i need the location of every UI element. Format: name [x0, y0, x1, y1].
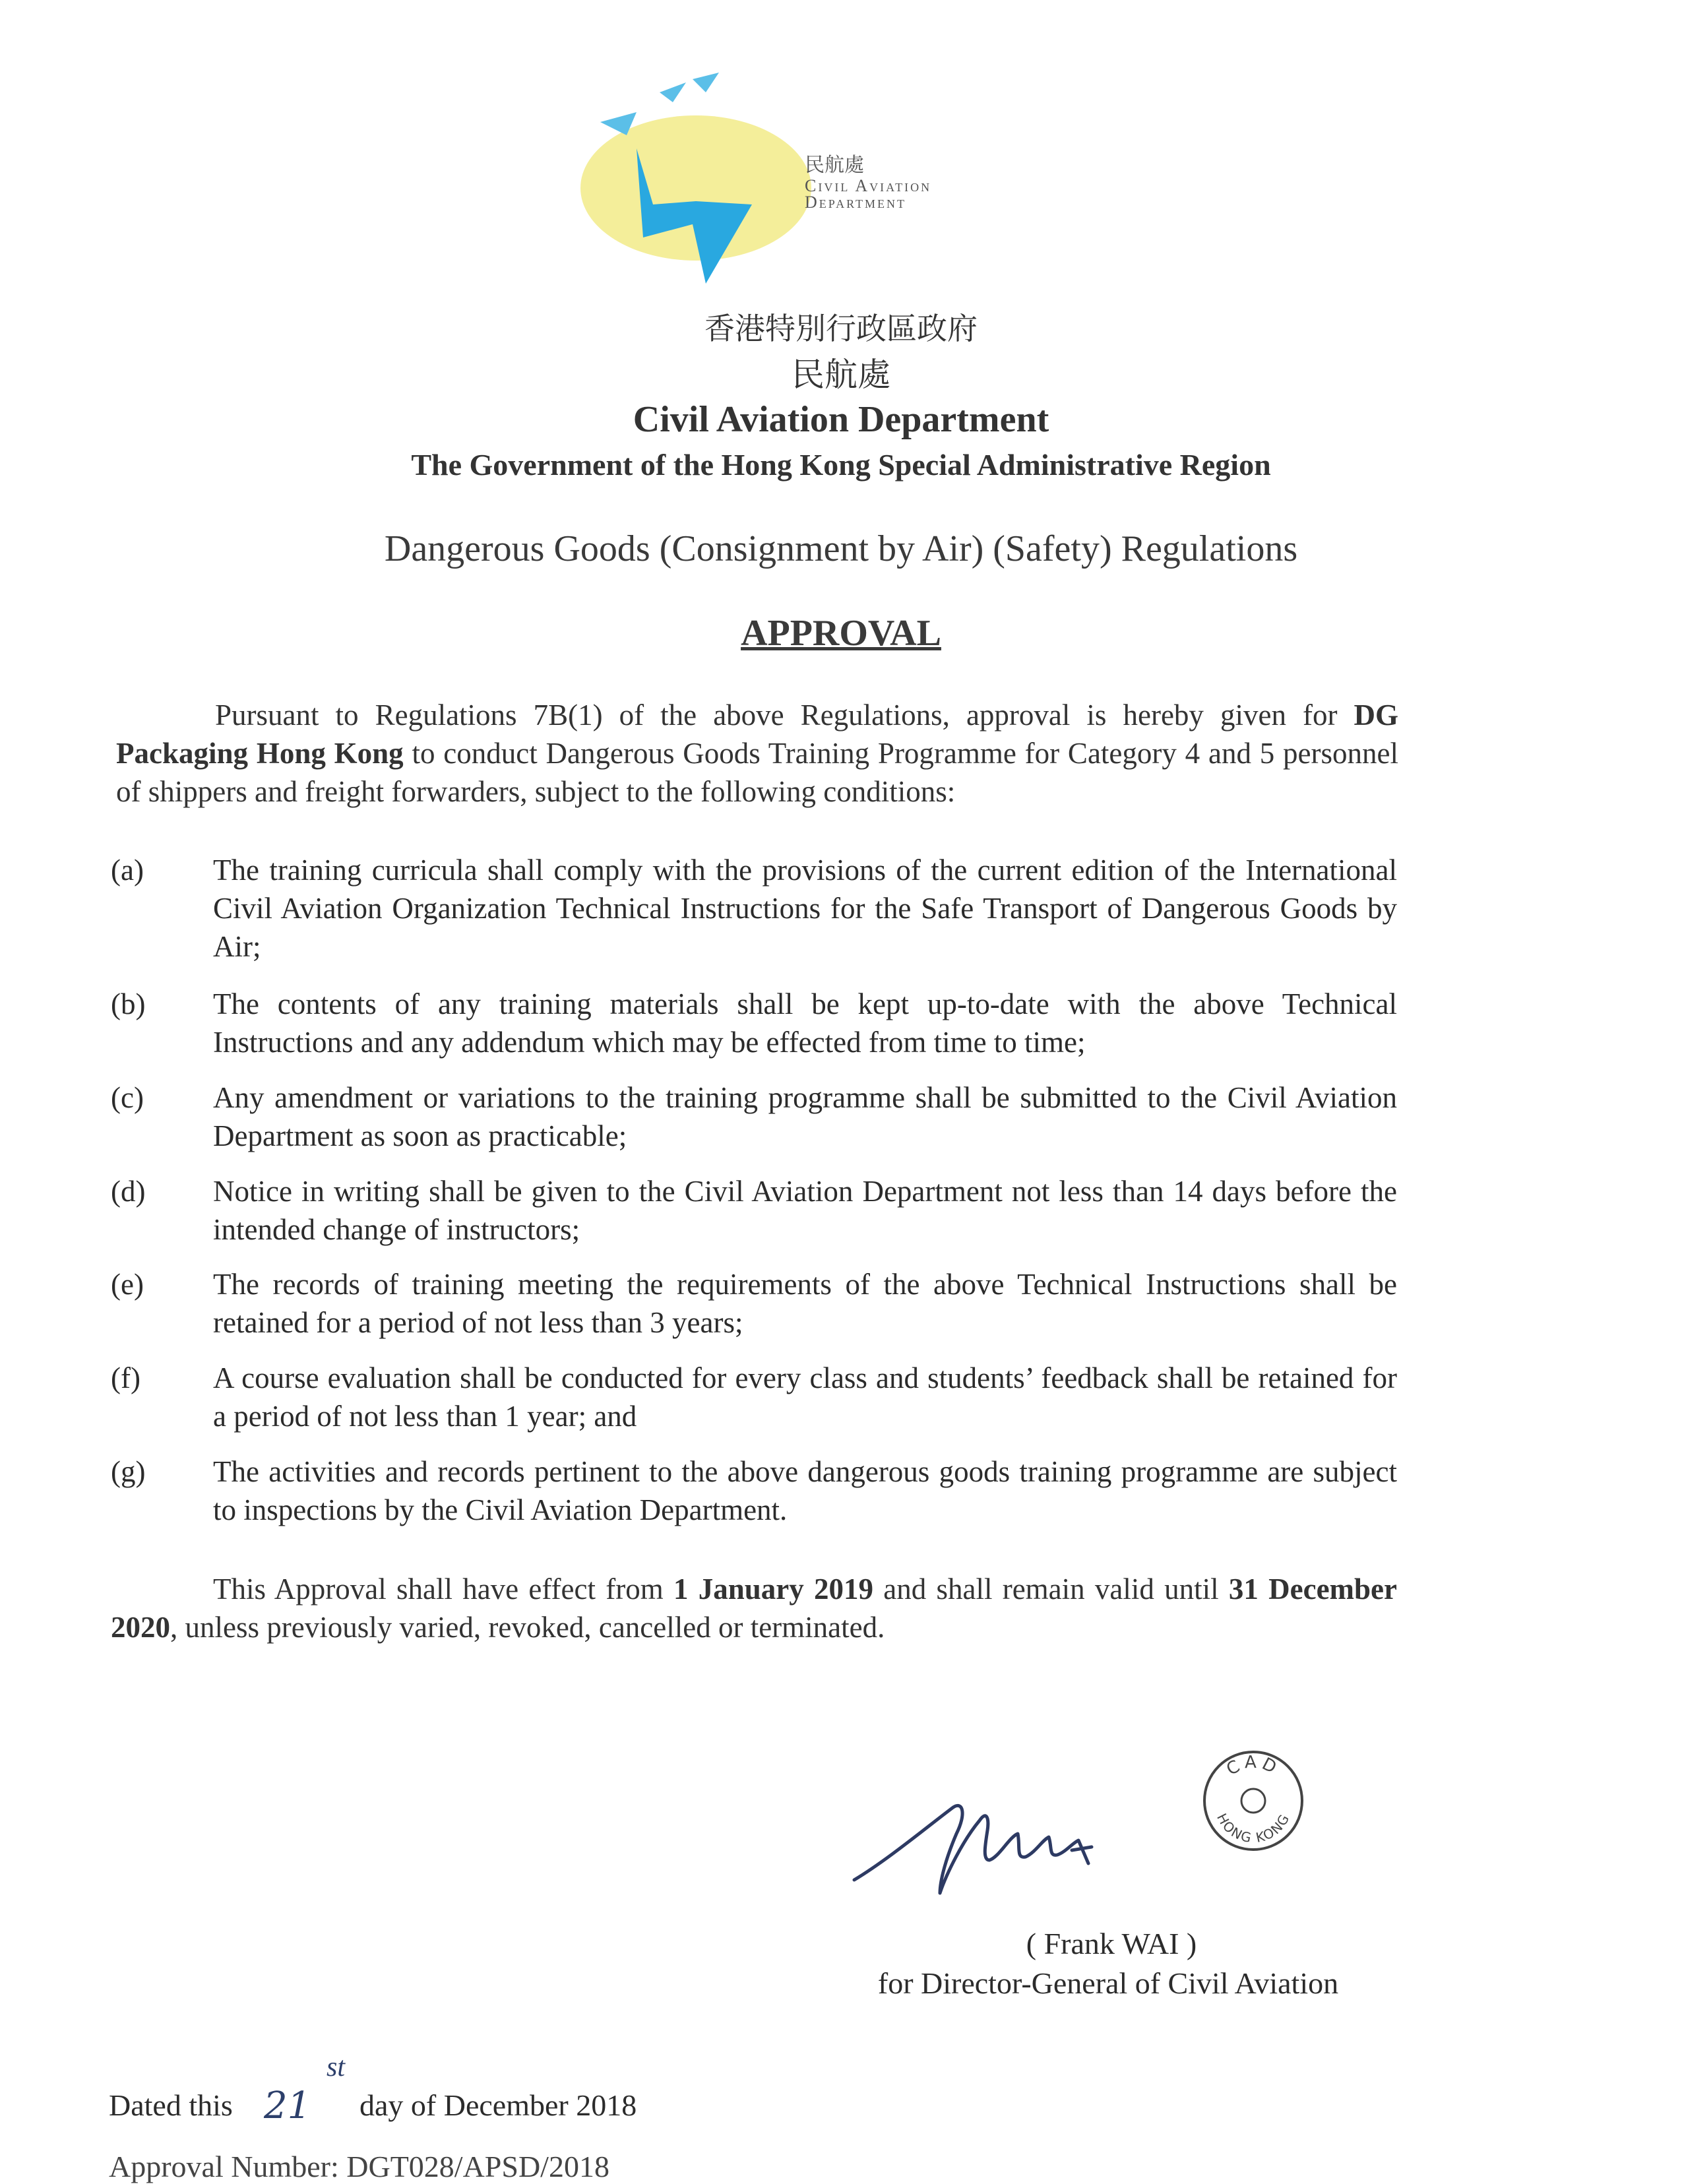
intro-text-1: Pursuant to Regulations 7B(1) of the above Regulations, approval is hereby given for [215, 699, 1354, 732]
dated-suffix: day of December 2018 [359, 2088, 637, 2122]
government-name-en: The Government of the Hong Kong Special Administrative Region [411, 448, 1271, 482]
approval-number-partial: Approval Number: DGT028/APSD/2018 [109, 2150, 609, 2183]
condition-label: (f) [111, 1361, 140, 1394]
condition-label: (g) [111, 1455, 146, 1488]
department-name-en: Civil Aviation Department [633, 399, 1049, 440]
condition-text: The training curricula shall comply with the provisions of the current edition of the International Civil Aviation Organization Technical Instructions for the Safe Transport of Dangerous Goods by Air; [213, 854, 1397, 963]
cad-hong-kong-seal [1200, 1748, 1306, 1854]
effect-paragraph [111, 1570, 1397, 1646]
condition-text: The records of training meeting the requirements of the above Technical Instructions shall be retained for a period of not less than 3 years; [213, 1268, 1397, 1339]
condition-text: A course evaluation shall be conducted for every class and students’ feedback shall be retained for a period of not less than 1 year; and [213, 1361, 1397, 1433]
effect-text-3: , unless previously varied, revoked, cancelled or terminated. [170, 1611, 885, 1644]
department-name-zh: 民航處 [792, 356, 890, 394]
condition-label: (e) [111, 1268, 144, 1301]
condition-text: The activities and records pertinent to the above dangerous goods training programme are subject to inspections by the Civil Aviation Department. [213, 1455, 1397, 1526]
seal-bottom-text: HONG KONG [1214, 1811, 1293, 1846]
logo-text-line1: Civil Aviation [805, 176, 932, 195]
dated-prefix: Dated this [109, 2088, 233, 2122]
condition-label: (d) [111, 1175, 146, 1208]
dated-day-suffix-handwritten: st [327, 2052, 346, 2082]
handwritten-signature [848, 1781, 1158, 1906]
company-name: DG Packaging Hong Kong [116, 699, 1398, 770]
regulation-title: Dangerous Goods (Consignment by Air) (Safety) Regulations [384, 528, 1298, 569]
seal-top-text: CAD [1223, 1752, 1284, 1780]
condition-label: (b) [111, 987, 146, 1020]
logo-bird-small-2 [660, 82, 686, 102]
logo-text-line2: Department [805, 193, 907, 212]
logo-text-zh: 民航處 [805, 154, 864, 176]
cad-logo [580, 73, 989, 290]
intro-text-2: to conduct Dangerous Goods Training Programme for Category 4 and 5 personnel of shippers and freight forwarders, subject to the following conditions: [116, 737, 1398, 808]
approval-heading: APPROVAL [741, 613, 941, 654]
logo-bird-small-3 [693, 73, 719, 92]
condition-label: (a) [111, 854, 144, 887]
condition-text: Any amendment or variations to the training programme shall be submitted to the Civil Aviation Department as soon as practicable; [213, 1081, 1397, 1152]
effect-text-2: and shall remain valid until [873, 1573, 1229, 1606]
effect-text-1: This Approval shall have effect from [213, 1573, 673, 1606]
condition-label: (c) [111, 1081, 144, 1114]
condition-text: Notice in writing shall be given to the Civil Aviation Department not less than 14 days before the intended change of instructors; [213, 1175, 1397, 1246]
condition-text: The contents of any training materials shall be kept up-to-date with the above Technical Instructions and any addendum which may be effected from time to time; [213, 987, 1397, 1059]
intro-paragraph [116, 696, 1398, 811]
signer-name: ( Frank WAI ) [1026, 1927, 1197, 1960]
hksar-government-zh: 香港特別行政區政府 [704, 311, 978, 346]
effect-end-date: 31 December 2020 [111, 1573, 1397, 1644]
signer-title: for Director-General of Civil Aviation [877, 1966, 1339, 2000]
effect-start-date: 1 January 2019 [673, 1573, 873, 1606]
dated-day-handwritten: 21 [264, 2084, 311, 2127]
